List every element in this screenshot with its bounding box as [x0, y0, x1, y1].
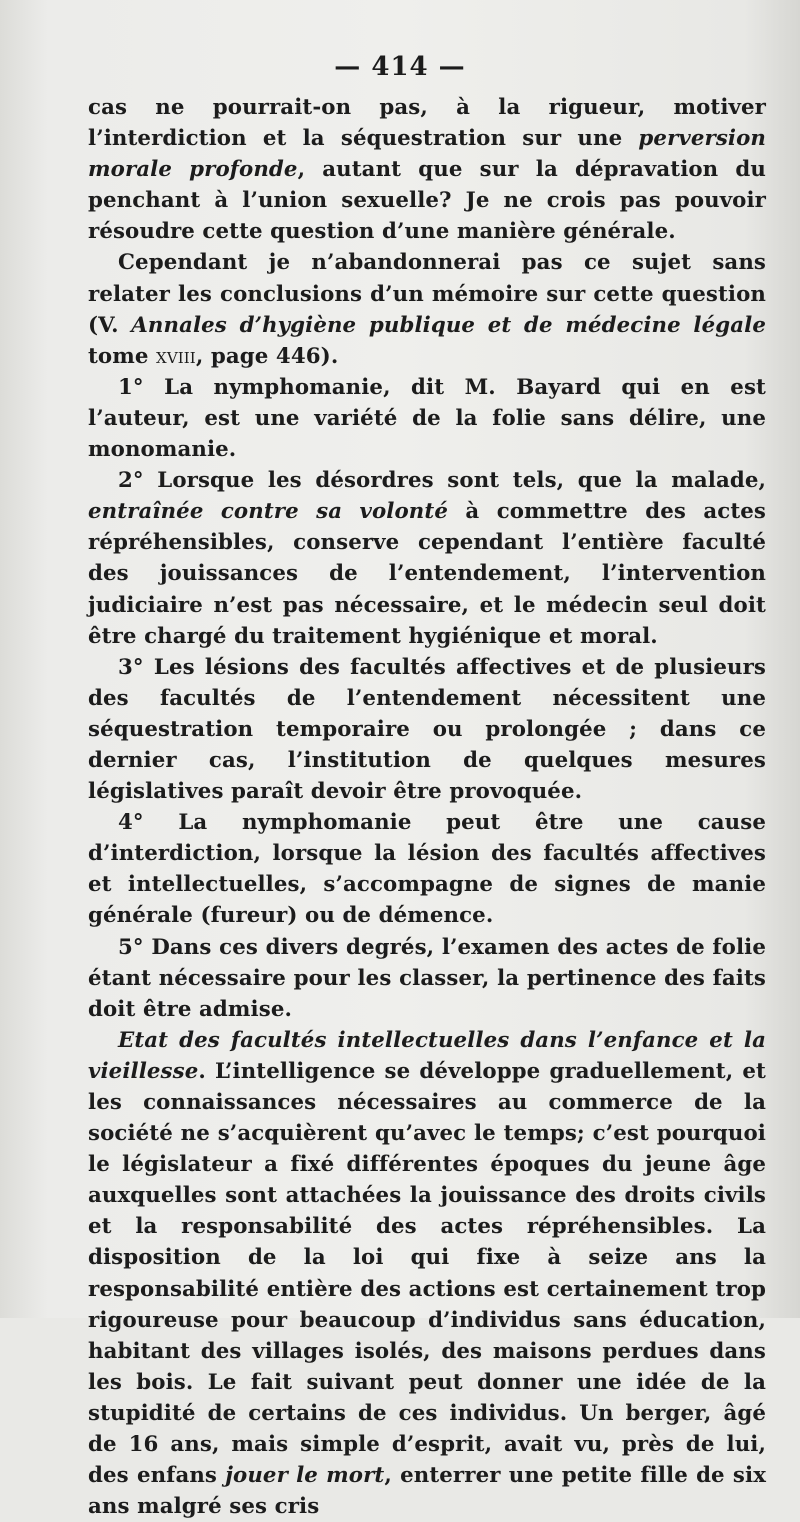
- text-run: , enterrer une petite fille de six ans malgré ses cris: [88, 1463, 766, 1520]
- text-run: 4° La nymphomanie peut être une cause d’interdiction, lorsque la lésion des facultés affectives et intellectuelles, s’accompagne de signes de manie générale (fureur) ou de démence.: [88, 810, 766, 929]
- page-number: — 414 —: [334, 52, 466, 82]
- italic-text: entraînée contre sa volonté: [88, 499, 448, 525]
- paragraph: [88, 652, 766, 807]
- text-run: , autant que sur la dépravation du penchant à l’union sexuelle? Je ne crois pas pouvoir résoudre cette question d’une manière générale.: [88, 157, 767, 245]
- italic-text: Etat des facultés intellectuelles dans l’enfance et la vieillesse: [88, 1027, 766, 1084]
- paragraph: [88, 807, 766, 931]
- paragraph: [88, 247, 766, 371]
- italic-text: jouer le mort: [225, 1463, 385, 1489]
- text-run: 2° Lorsque les désordres sont tels, que la malade,: [118, 468, 766, 494]
- text-run: tome: [88, 343, 157, 369]
- text-run: . L’intelligence se développe graduellement, et les connaissances nécessaires au commerce de la société ne s’acquièrent qu’avec le temps; c’est pourquoi le législateur a fixé différentes époques du jeune âge auxquelles sont attachées la jouissance des droits civils et la responsabilité des actes répréhensibles. La disposition de la loi qui fixe à seize ans la responsabilité entière des actions est certainement trop rigoureuse pour beaucoup d’individus sans éducation, habitant des villages isolés, des maisons perdues dans les bois. Le fait suivant peut donner une idée de la stupidité de certains de ces individus. Un berger, âgé de 16 ans, mais simple d’esprit, avait vu, près de lui, des enfans: [88, 1058, 766, 1489]
- text-run: cas ne pourrait-on pas, à la rigueur, motiver l’interdiction et la séquestration sur une: [88, 95, 766, 152]
- italic-text: Annales d’hygiène publique et de médecine légale: [131, 312, 766, 338]
- text-run: xviii: [156, 343, 196, 369]
- paragraph: [88, 465, 766, 652]
- text-run: Cependant je n’abandonnerai pas ce sujet sans relater les conclusions d’un mémoire sur cette question (V.: [88, 250, 766, 338]
- text-run: 1° La nymphomanie, dit M. Bayard qui en est l’auteur, est une variété de la folie sans délire, une monomanie.: [88, 374, 766, 463]
- italic-text: perversion morale profonde: [88, 126, 766, 183]
- paragraph: [88, 1025, 766, 1522]
- paragraph: [88, 92, 766, 247]
- text-run: à commettre des actes répréhensibles, conserve cependant l’entière faculté des jouissances de l’entendement, l’intervention judiciaire n’est pas nécessaire, et le médecin seul doit être chargé du traitement hygiénique et moral.: [88, 499, 767, 649]
- paragraph: [88, 372, 766, 465]
- text-run: 3° Les lésions des facultés affectives et de plusieurs des facultés de l’entendement nécessitent une séquestration temporaire ou prolongée ; dans ce dernier cas, l’institution de quelques mesures législatives paraît devoir être provoquée.: [88, 654, 766, 805]
- paragraph: [88, 932, 766, 1025]
- body-text: [88, 92, 766, 1522]
- text-run: 5° Dans ces divers degrés, l’examen des actes de folie étant nécessaire pour les classer, la pertinence des faits doit être admise.: [88, 934, 766, 1022]
- text-run: , page 446).: [195, 343, 339, 369]
